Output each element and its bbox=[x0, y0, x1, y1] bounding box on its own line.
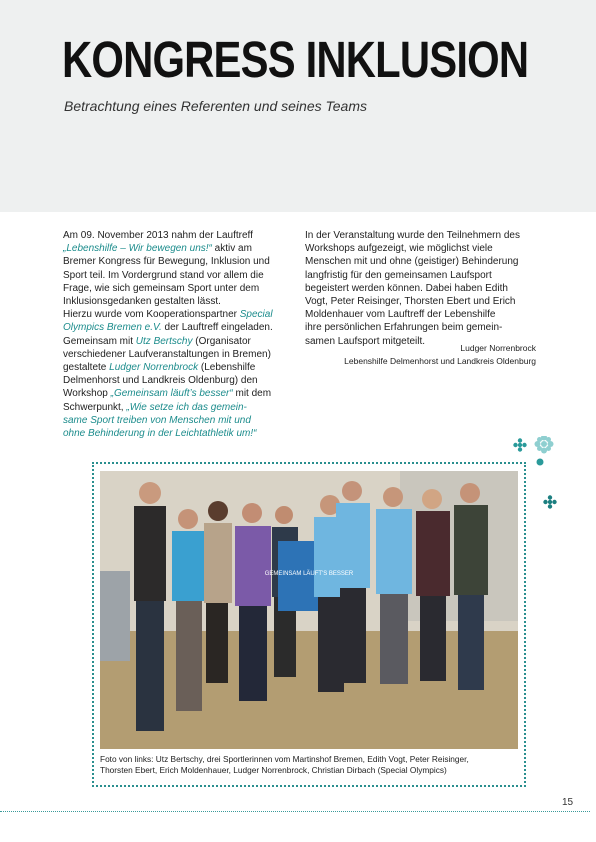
text-line: Frage, wie sich gemeinsam Sport unter dem bbox=[63, 282, 260, 294]
text-line bbox=[63, 335, 297, 348]
text-line: Bremer Kongress für Bewegung, Inklusion und bbox=[63, 256, 270, 268]
text-line: Sport teil. Im Vordergrund stand vor allem die bbox=[63, 269, 264, 281]
lauftreff-name: „Lebenshilfe – Wir bewegen uns!“ bbox=[63, 243, 212, 255]
text-line: In der Veranstaltung wurde den Teilnehmern des bbox=[305, 230, 520, 241]
text-line: Vogt, Peter Reisinger, Thorsten Ebert und Erich bbox=[305, 296, 516, 308]
text-line: begeistert werden können. Dabei haben Edith bbox=[305, 282, 508, 294]
text-fragment: (Lebenshilfe bbox=[198, 362, 256, 374]
photo-caption bbox=[100, 754, 520, 776]
text-fragment: Hierzu wurde vom Kooperationspartner bbox=[63, 309, 240, 321]
page-subtitle: Betrachtung eines Referenten und seines Teams bbox=[64, 98, 368, 114]
text-fragment: (Organisator bbox=[192, 335, 251, 347]
article-column-left bbox=[63, 229, 297, 440]
text-line bbox=[63, 387, 297, 400]
text-line: samen Laufsport mitgeteilt. bbox=[305, 335, 426, 347]
page-title: KONGRESS INKLUSION bbox=[62, 31, 529, 88]
text-line bbox=[63, 321, 297, 334]
text-line: verschiedener Laufveranstaltungen in Bremen) bbox=[63, 348, 271, 360]
group-photo-illustration bbox=[100, 471, 518, 749]
text-fragment: gestaltete bbox=[63, 362, 110, 374]
text-line: Am 09. November 2013 nahm der Lauftreff bbox=[63, 230, 253, 241]
text-fragment: Gemeinsam mit bbox=[63, 335, 136, 347]
text-fragment: Workshop bbox=[63, 388, 111, 400]
text-line bbox=[63, 242, 297, 255]
organization-name: Special bbox=[239, 309, 273, 321]
person-name: Utz Bertschy bbox=[135, 335, 193, 347]
text-line: Inklusionsgedanken gestalten lässt. bbox=[63, 296, 221, 308]
text-line: Menschen mit und ohne (geistiger) Behinderung bbox=[305, 256, 519, 268]
workshop-name: „Gemeinsam läuft’s besser“ bbox=[110, 388, 233, 400]
quote: „Wie setze ich das gemein- bbox=[126, 401, 247, 413]
group-photo bbox=[100, 471, 518, 749]
text-fragment: aktiv am bbox=[211, 243, 252, 255]
quote: ohne Behinderung in der Leichtathletik um!“ bbox=[63, 428, 257, 440]
text-line: Workshops aufgezeigt, wie möglichst viele bbox=[305, 243, 493, 255]
text-fragment: Schwerpunkt, bbox=[63, 401, 127, 413]
text-line bbox=[63, 308, 297, 321]
page-number: 15 bbox=[562, 797, 574, 808]
text-fragment: der Lauftreff eingeladen. bbox=[161, 322, 273, 334]
quote: same Sport treiben von Menschen mit und bbox=[63, 414, 251, 426]
header-band bbox=[0, 0, 596, 212]
poster-text: GEMEINSAM LÄUFT'S BESSER bbox=[264, 571, 354, 577]
article-column-right bbox=[305, 229, 540, 348]
footer-divider bbox=[0, 811, 590, 812]
caption-line: Thorsten Ebert, Erich Moldenhauer, Ludger Norrenbrock, Christian Dirbach (Special Olympics) bbox=[100, 765, 447, 775]
text-line: Moldenhauer vom Lauftreff der Lebenshilfe bbox=[305, 309, 496, 321]
text-line bbox=[63, 414, 297, 427]
text-line: Delmenhorst und Landkreis Oldenburg) den bbox=[63, 375, 258, 387]
caption-line: Foto von links: Utz Bertschy, drei Sportlerinnen vom Martinshof Bremen, Edith Vogt, Peter Reisinger, bbox=[100, 754, 469, 764]
text-line bbox=[63, 361, 297, 374]
organization-name: Olympics Bremen e.V. bbox=[63, 322, 162, 334]
text-line: ihre persönlichen Erfahrungen beim gemein- bbox=[305, 322, 503, 334]
author-name: Ludger Norrenbrock bbox=[460, 343, 536, 353]
person-name: Ludger Norrenbrock bbox=[109, 362, 199, 374]
text-line bbox=[63, 401, 297, 414]
text-line bbox=[63, 427, 297, 440]
author-organization: Lebenshilfe Delmenhorst und Landkreis Oldenburg bbox=[344, 356, 536, 366]
text-fragment: mit dem bbox=[232, 388, 272, 400]
text-line: langfristig für den gemeinsamen Laufsport bbox=[305, 269, 492, 281]
